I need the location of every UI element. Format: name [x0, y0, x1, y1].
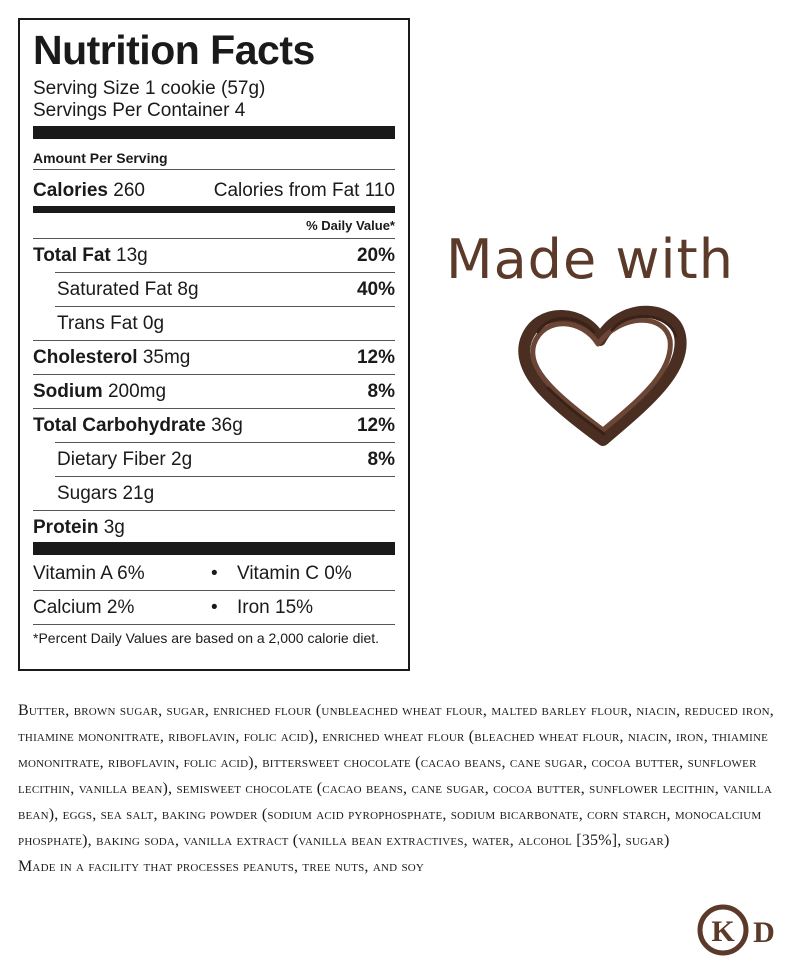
nutrient-amount: 0g [142, 313, 165, 334]
ingredients-text [18, 698, 778, 880]
kosher-dairy-letter: D [753, 916, 775, 949]
nutrient-label: Protein [33, 517, 99, 538]
nutrient-row-total-carbohydrate [33, 412, 395, 440]
nutrition-facts-label [18, 18, 410, 671]
nutrient-label: Saturated Fat [57, 279, 173, 300]
divider [33, 238, 395, 239]
nutrient-label: Sodium [33, 381, 103, 402]
nutrient-row-total-fat [33, 242, 395, 270]
nutrient-amount: 36g [211, 415, 243, 436]
servings-per-container: Servings Per Container 4 [33, 100, 246, 121]
divider [33, 169, 395, 170]
nutrient-label: Sugars [57, 483, 118, 504]
daily-value-footnote: *Percent Daily Values are based on a 2,000 calorie diet. [33, 630, 380, 646]
nutrient-row-cholesterol [33, 344, 395, 372]
nutrient-row-dietary-fiber [33, 446, 395, 474]
kosher-letter: K [711, 915, 735, 948]
nutrient-row-sugars [33, 480, 395, 508]
nutrient-label: Dietary Fiber [57, 449, 166, 470]
divider [55, 476, 395, 477]
mineral-row [33, 594, 395, 622]
heart-icon [508, 292, 698, 452]
divider [33, 510, 395, 511]
calories-row [33, 177, 395, 205]
facility-note: Made in a facility that processes peanuts, tree nuts, and soy [18, 858, 425, 875]
bullet-separator: • [211, 563, 218, 584]
medium-divider [33, 206, 395, 213]
nutrient-row-sodium [33, 378, 395, 406]
nutrient-row-trans-fat [33, 310, 395, 338]
made-with-text: Made with [446, 228, 734, 291]
nutrient-label: Trans Fat [57, 313, 138, 334]
iron: Iron 15% [237, 597, 314, 618]
divider [33, 624, 395, 625]
nutrient-amount: 13g [116, 245, 148, 266]
divider [33, 374, 395, 375]
vitamin-row [33, 560, 395, 588]
nutrient-row-saturated-fat [33, 276, 395, 304]
ingredients-list: Butter, brown sugar, sugar, enriched flour (unbleached wheat flour, malted barley flour, niacin, reduced iron, thiamine mononitrate, riboflavin, folic acid), enriched wheat flour (bleached wheat flour, niacin, iron, thiamine mononitrate, riboflavin, folic acid), bittersweet chocolate (cacao beans, cane sugar, cocoa butter, sunflower lecithin, vanilla bean), semisweet chocolate (cacao beans, cane sugar, cocoa butter, sunflower lecithin, vanilla bean), eggs, sea salt, baking powder (sodium acid pyrophosphate, sodium bicarbonate, corn starch, monocalcium phosphate), baking soda, vanilla extract (vanilla bean extractives, water, alcohol [35%], sugar) [18, 702, 774, 849]
nutrient-amount: 35mg [142, 347, 191, 368]
nutrient-amount: 21g [122, 483, 155, 504]
divider [33, 340, 395, 341]
nutrient-percent: 40% [356, 279, 395, 300]
thick-divider [33, 542, 395, 555]
calories-label: Calories [33, 180, 108, 201]
calories-value: 260 [113, 180, 145, 201]
nutrient-label: Total Carbohydrate [33, 415, 206, 436]
nutrient-amount: 200mg [107, 381, 167, 402]
calcium: Calcium 2% [33, 597, 135, 618]
divider [55, 442, 395, 443]
bullet-separator: • [211, 597, 218, 618]
daily-value-header: % Daily Value* [306, 218, 395, 233]
nutrient-percent: 8% [367, 381, 395, 402]
nutrient-amount: 3g [103, 517, 125, 538]
nutrient-percent: 8% [367, 449, 395, 470]
nutrient-percent: 12% [356, 415, 395, 436]
nutrient-amount: 2g [171, 449, 193, 470]
nutrient-amount: 8g [177, 279, 199, 300]
nutrient-label: Cholesterol [33, 347, 138, 368]
serving-size: Serving Size 1 cookie (57g) [33, 78, 266, 99]
nutrient-percent: 20% [356, 245, 395, 266]
divider [55, 306, 395, 307]
nutrient-label: Total Fat [33, 245, 111, 266]
kosher-dairy-icon [696, 902, 786, 958]
vitamin-c: Vitamin C 0% [237, 563, 352, 584]
thick-divider [33, 126, 395, 139]
nutrient-row-protein [33, 514, 395, 542]
divider [33, 590, 395, 591]
calories-from-fat: Calories from Fat 110 [213, 180, 395, 201]
divider [33, 408, 395, 409]
vitamin-a: Vitamin A 6% [33, 563, 145, 584]
nutrition-title: Nutrition Facts [33, 27, 315, 73]
amount-per-serving: Amount Per Serving [33, 150, 168, 166]
nutrient-percent: 12% [356, 347, 395, 368]
divider [55, 272, 395, 273]
